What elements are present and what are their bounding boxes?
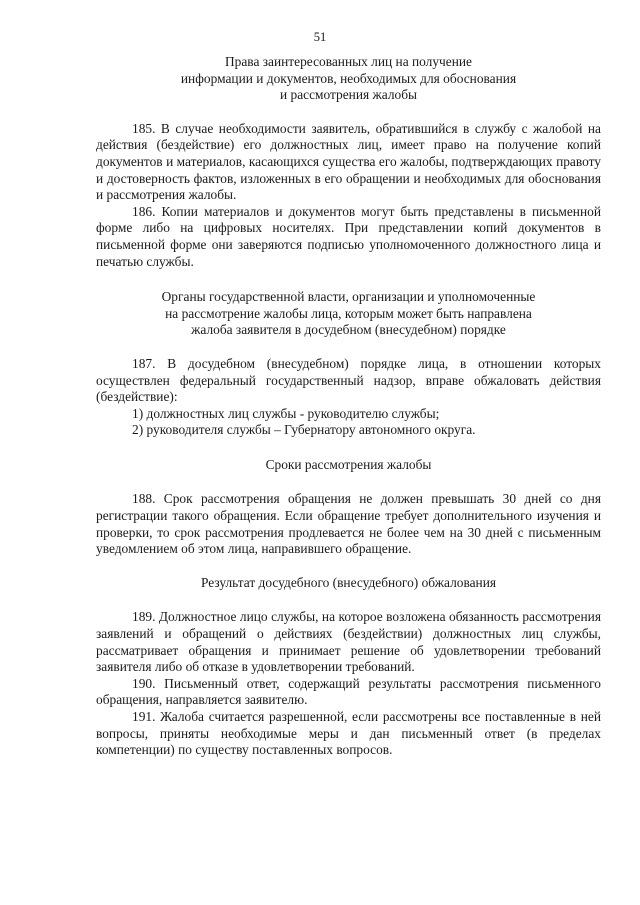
- list-item: 1) должностных лиц службы - руководителю службы;: [132, 405, 440, 421]
- paragraph-190: 190. Письменный ответ, содержащий результаты рассмотрения письменного обращения, направляется заявителю.: [96, 675, 601, 708]
- heading-line: Сроки рассмотрения жалобы: [265, 456, 432, 472]
- heading-line: жалоба заявителя в досудебном (внесудебном) порядке: [191, 322, 506, 338]
- paragraph-185: 185. В случае необходимости заявитель, обратившийся в службу с жалобой на действия (бездействие) его должностных лиц, имеет право на получение копий документов и материалов, касающихся существа его жалобы, подтверждающих правоту и достоверность фактов, изложенных в его обращении и необходимых для обоснования и рассмотрения жалобы.: [96, 120, 601, 203]
- paragraph-188: 188. Срок рассмотрения обращения не должен превышать 30 дней со дня регистрации такого обращения. Если обращение требует дополнительного изучения и проверки, то срок рассмотрения продлевается не более чем на 30 дней с письменным уведомлением об этом лица, направившего обращение.: [96, 491, 601, 557]
- paragraph-189: 189. Должностное лицо службы, на которое возложена обязанность рассмотрения заявлений и обращений о действиях (бездействии) должностных лиц службы, рассматривает обращения и принимает решение об удовлетворении требований заявителя либо об отказе в удовлетворении требований.: [96, 609, 601, 675]
- heading-line: Права заинтересованных лиц на получение: [224, 54, 472, 69]
- section-heading-authorities: [96, 289, 601, 339]
- section-heading-rights: [96, 54, 601, 104]
- document-body: [96, 52, 601, 759]
- paragraph-187: 187. В досудебном (внесудебном) порядке лица, в отношении которых осуществлен федеральный государственный надзор, вправе обжаловать действия (бездействие):: [96, 355, 601, 405]
- heading-line: и рассмотрения жалобы: [279, 87, 418, 103]
- section-heading-terms: [96, 457, 601, 474]
- heading-line: Результат досудебного (внесудебного) обжалования: [200, 574, 497, 590]
- list-item: 2) руководителя службы – Губернатору автономного округа.: [132, 422, 476, 438]
- page-number: 51: [313, 30, 327, 44]
- heading-line: Органы государственной власти, организации и уполномоченные: [161, 289, 536, 305]
- heading-line: информации и документов, необходимых для обоснования: [180, 70, 517, 86]
- heading-line: на рассмотрение жалобы лица, которым может быть направлена: [165, 305, 532, 321]
- paragraph-186: 186. Копии материалов и документов могут быть представлены в письменной форме либо на цифровых носителях. При представлении копий документов в письменной форме они заверяются подписью уполномоченного должностного лица и печатью службы.: [96, 203, 601, 269]
- section-heading-result: [96, 575, 601, 592]
- paragraph-191: 191. Жалоба считается разрешенной, если рассмотрены все поставленные в ней вопросы, приняты необходимые меры и дан письменный ответ (в пределах компетенции) по существу поставленных вопросов.: [96, 709, 601, 758]
